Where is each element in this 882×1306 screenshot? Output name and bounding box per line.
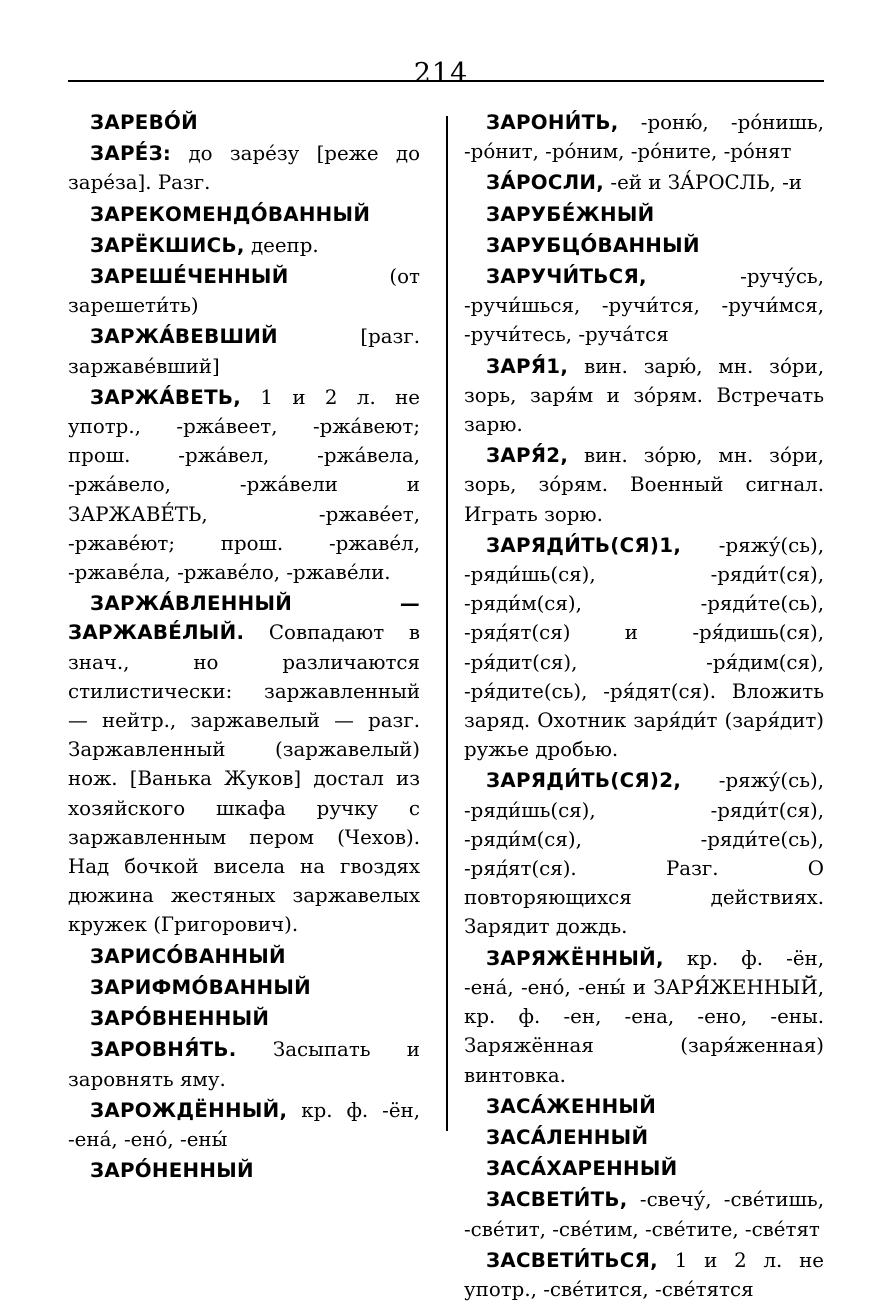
dictionary-entry (68, 942, 420, 971)
entry-headword: ЗАСВЕТИ́ТЬ, (486, 1188, 628, 1212)
entry-headword: ЗАСВЕТИ́ТЬСЯ, (486, 1248, 658, 1272)
entry-headword: ЗАРОЖДЁННЫЙ, (90, 1098, 288, 1122)
dictionary-entry (464, 1123, 824, 1152)
entry-body: (от зарешети́ть) (68, 265, 420, 318)
dictionary-entry (464, 944, 824, 1090)
dictionary-entry (464, 766, 824, 941)
entry-headword: ЗАРЯДИ́ТЬ(СЯ)1, (486, 533, 682, 557)
entry-headword: ЗАРУБЦО́ВАННЫЙ (486, 233, 700, 257)
dictionary-entry (68, 1004, 420, 1033)
dictionary-entry (68, 1156, 420, 1185)
entry-headword: ЗА́РОСЛИ, (486, 171, 605, 195)
entry-headword: ЗАРИФМО́ВАННЫЙ (90, 975, 311, 999)
entry-headword: ЗАРЁКШИСЬ, (90, 233, 245, 257)
entry-headword: ЗАРЕШЕ́ЧЕННЫЙ (90, 265, 289, 289)
entry-headword: ЗАРЯЖЁННЫЙ, (486, 946, 664, 970)
entry-body: -роню́, -ро́нишь, -ро́нит, -ро́ним, -ро́ните, -ро́нят (464, 111, 824, 164)
dictionary-entry (68, 1096, 420, 1154)
entry-headword: ЗАРУЧИ́ТЬСЯ, (486, 265, 647, 289)
entry-headword: ЗАРЖА́ВЛЕННЫЙ — ЗАРЖАВЕ́ЛЫЙ. (68, 592, 420, 645)
dictionary-entry (464, 1246, 824, 1304)
entry-body: кр. ф. -ён, -ена́, -ено́, -ены́ (68, 1098, 420, 1151)
entry-headword: ЗАРО́ВНЕННЫЙ (90, 1007, 270, 1031)
dictionary-entry (68, 383, 420, 587)
entry-headword: ЗАРЖА́ВЕВШИЙ (90, 325, 278, 349)
page-number: 214 (413, 58, 469, 89)
entry-body: кр. ф. -ён, -ена́, -ено́, -ены́ и ЗАРЯ́ЖЕННЫЙ, кр. ф. -ен, -ена, -ено, -ены. Заряжённая (заря́женная) винтовка. (464, 946, 824, 1087)
dictionary-entry (464, 352, 824, 440)
entry-headword: ЗАРЯ́1, (486, 354, 569, 378)
entry-headword: ЗАРО́НЕННЫЙ (90, 1159, 254, 1183)
right-column (464, 108, 824, 1306)
entry-body: -свечу́, -све́тишь, -све́тит, -све́тим, -све́тите, -све́тят (464, 1188, 824, 1241)
column-divider (446, 116, 448, 1131)
dictionary-entry (464, 262, 824, 350)
dictionary-entry (68, 200, 420, 229)
dictionary-entry (68, 1035, 420, 1093)
left-column (68, 108, 420, 1187)
header-rule (68, 80, 824, 82)
entry-body: -ручу́сь, -ручи́шься, -ручи́тся, -ручи́мся, -ручи́тесь, -руча́тся (464, 265, 824, 347)
entry-body: 1 и 2 л. не употр., -све́тится, -све́тятся (464, 1248, 824, 1301)
entry-headword: ЗАРЯ́2, (486, 444, 569, 468)
dictionary-entry (464, 231, 824, 260)
entry-body: до заре́зу [реже до заре́за]. Разг. (68, 142, 420, 195)
entry-body: Засыпать и заровнять яму. (68, 1038, 420, 1091)
entry-headword: ЗАРИСО́ВАННЫЙ (90, 944, 286, 968)
entry-headword: ЗАСА́ХАРЕННЫЙ (486, 1157, 678, 1181)
dictionary-entry (464, 168, 824, 197)
dictionary-entry (464, 200, 824, 229)
entry-headword: ЗАСА́ЖЕННЫЙ (486, 1094, 657, 1118)
dictionary-entry (464, 1092, 824, 1121)
dictionary-entry (68, 262, 420, 320)
entry-headword: ЗАРОВНЯ́ТЬ. (90, 1038, 237, 1062)
entry-body: вин. зарю́, мн. зо́ри, зорь, заря́м и зо́рям. Встречать зарю. (464, 354, 824, 437)
dictionary-entry (68, 231, 420, 260)
entry-headword: ЗАРОНИ́ТЬ, (486, 111, 619, 134)
dictionary-entry (68, 108, 420, 137)
dictionary-entry (464, 108, 824, 166)
entry-headword: ЗАРЕВО́Й (90, 111, 198, 134)
entry-body: Совпадают в знач., но различаются стилистически: заржавленный — нейтр., заржавелый — разг. Заржавленный (заржавелый) нож. [Ванька Жуков] достал из хозяйского шкафа ручку с заржавленным пером (Чехов). Над бочкой висела на гвоздях дюжина жестяных заржавелых кружек (Григорович). (68, 621, 420, 937)
entry-body: -ей и ЗА́РОСЛЬ, -и (604, 171, 802, 195)
entry-body: деепр. (244, 233, 319, 257)
entry-body: -ряжу́(сь), -ряди́шь(ся), -ряди́т(ся), -ряди́м(ся), -ряди́те(сь), -ряд́ят(ся). Разг. О повторяющихся действиях. Зарядит дождь. (464, 769, 824, 939)
entry-headword: ЗАРЕКОМЕНДО́ВАННЫЙ (90, 202, 371, 226)
dictionary-entry (464, 531, 824, 765)
dictionary-entry (68, 322, 420, 380)
entry-body: вин. зо́рю, мн. зо́ри, зорь, зо́рям. Военный сигнал. Играть зорю. (464, 444, 824, 526)
entry-body: -ряжу́(сь), -ряди́шь(ся), -ряди́т(ся), -ряди́м(ся), -ряди́те(сь), -ряд́ят(ся) и -ря́дишь(ся), -ря́дит(ся), -ря́дим(ся), -ря́дите(сь), -ря́дят(ся). Вложить заряд. Охотник заря́ди́т (заря́дит) ружье дробью. (464, 533, 824, 762)
dictionary-entry (464, 1154, 824, 1183)
dictionary-entry (464, 1185, 824, 1243)
entry-headword: ЗАРУБЕ́ЖНЫЙ (486, 202, 655, 226)
dictionary-entry (68, 973, 420, 1002)
entry-headword: ЗАСА́ЛЕННЫЙ (486, 1125, 649, 1149)
entry-body: 1 и 2 л. не употр., -ржа́веет, -ржа́веют; прош. -ржа́вел, -ржа́вела, -ржа́вело, -ржа́вели и ЗАРЖАВЕ́ТЬ, -ржаве́ет, -ржаве́ют; прош. -ржаве́л, -ржаве́ла, -ржаве́ло, -ржаве́ли. (68, 385, 420, 585)
entry-headword: ЗАРЕ́З: (90, 142, 172, 166)
dictionary-entry (464, 441, 824, 529)
dictionary-entry (68, 589, 420, 939)
entry-headword: ЗАРЯДИ́ТЬ(СЯ)2, (486, 769, 682, 793)
entry-body: [разг. заржаве́вший] (68, 325, 420, 378)
entry-headword: ЗАРЖА́ВЕТЬ, (90, 385, 242, 409)
dictionary-entry (68, 139, 420, 197)
